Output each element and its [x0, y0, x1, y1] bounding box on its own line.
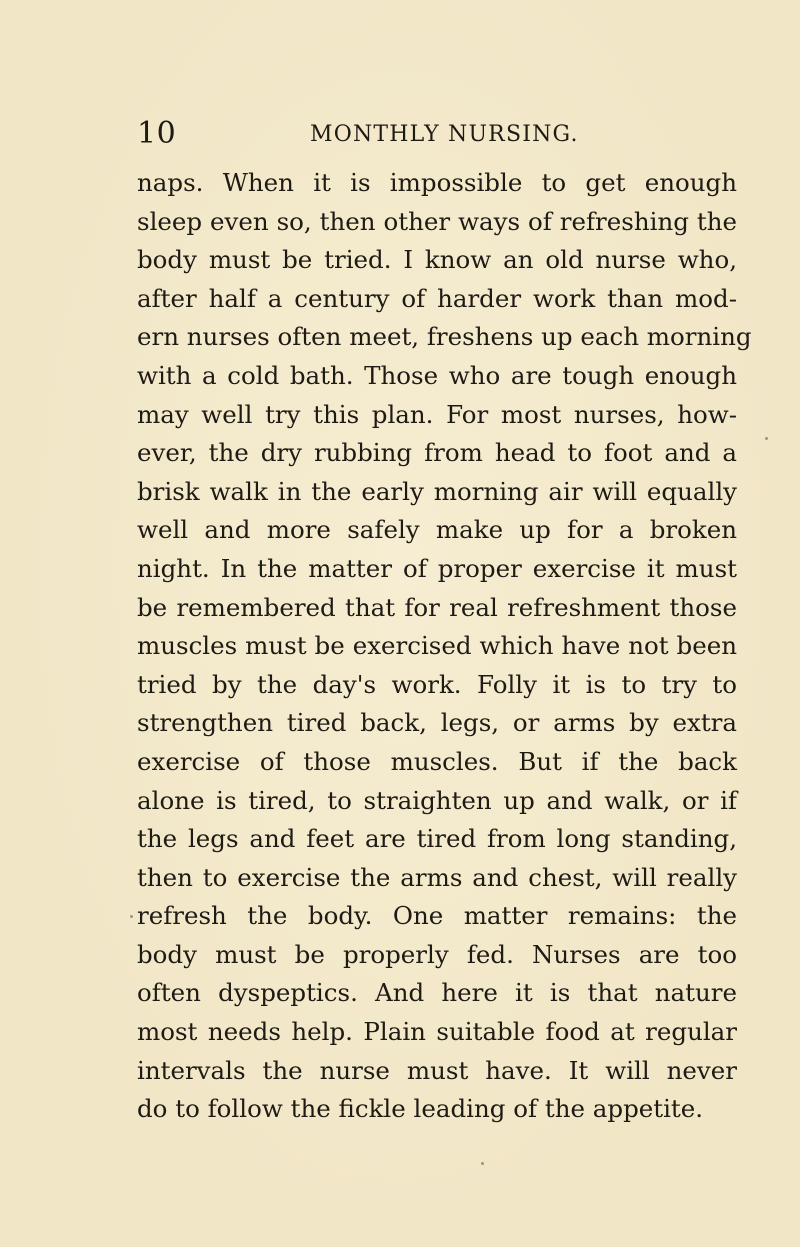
text-line: do to follow the fickle leading of the appetite. [137, 1094, 704, 1124]
paper-speck [765, 437, 768, 440]
text-line: often dyspeptics. And here it is that nature [137, 978, 737, 1008]
text-line: ever, the dry rubbing from head to foot and a [137, 438, 737, 468]
text-line: brisk walk in the early morning air will equally [137, 476, 737, 506]
text-line: alone is tired, to straighten up and walk, or if [137, 785, 737, 815]
text-line: muscles must be exercised which have not been [137, 631, 737, 661]
text-line: naps. When it is impossible to get enough [137, 168, 737, 197]
text-line: refresh the body. One matter remains: the [137, 901, 737, 931]
text-line: most needs help. Plain suitable food at regular [137, 1017, 737, 1047]
text-line: well and more safely make up for a broken [137, 515, 737, 545]
paper-speck [481, 1162, 484, 1165]
text-line: with a cold bath. Those who are tough enough [137, 360, 737, 390]
text-line: tried by the day's work. Folly it is to try to [137, 669, 737, 699]
page-number: 10 [137, 116, 177, 151]
text-line: then to exercise the arms and chest, will really [137, 862, 737, 892]
text-line: exercise of those muscles. But if the back [137, 746, 737, 776]
text-line: body must be tried. I know an old nurse who, [137, 245, 737, 275]
text-line: may well try this plan. For most nurses, how- [137, 399, 737, 429]
text-line: the legs and feet are tired from long standing, [137, 824, 737, 854]
text-line: sleep even so, then other ways of refreshing the [137, 206, 737, 236]
text-line: intervals the nurse must have. It will never [137, 1055, 737, 1085]
running-head: MONTHLY NURSING. [310, 122, 579, 147]
paper-speck [130, 915, 133, 918]
text-line: after half a century of harder work than mod- [137, 283, 737, 313]
text-line: ern nurses often meet, freshens up each morning [137, 322, 752, 352]
text-line: night. In the matter of proper exercise it must [137, 553, 737, 583]
text-line: body must be properly fed. Nurses are too [137, 939, 737, 969]
page-header [137, 116, 737, 152]
body-text [137, 164, 752, 1129]
text-line: be remembered that for real refreshment those [137, 592, 737, 622]
text-line: strengthen tired back, legs, or arms by extra [137, 708, 737, 738]
